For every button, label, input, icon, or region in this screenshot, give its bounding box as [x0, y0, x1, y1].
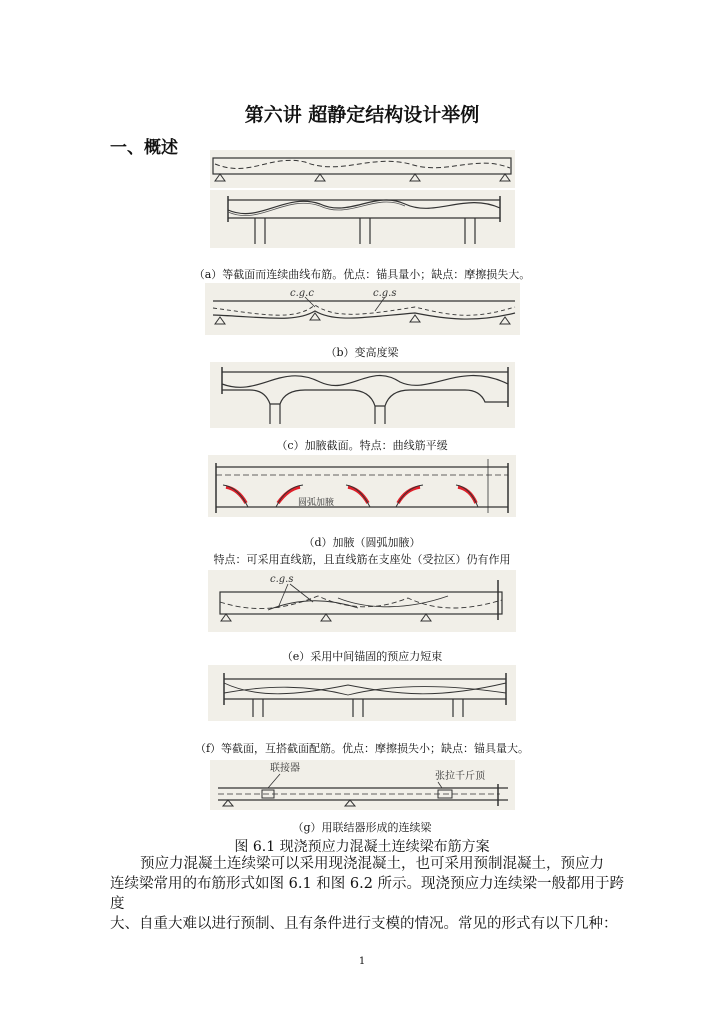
figure-e-short-tendons — [208, 570, 516, 632]
paragraph-line-2: 连续梁常用的布筋形式如图 6.1 和图 6.2 所示。现浇预应力连续梁一般都用于跨 — [110, 876, 625, 892]
figure-c-haunched-section — [210, 362, 515, 428]
label-cgc: c.g.c — [290, 288, 314, 299]
label-coupler: 联接器 — [270, 763, 300, 774]
paragraph-line-3: 度 — [110, 896, 125, 912]
label-cgs: c.g.s — [373, 288, 397, 299]
label-arc-haunch: 圆弧加腋 — [298, 498, 335, 508]
label-jack: 张拉千斤顶 — [435, 771, 485, 782]
figure-b-drawing — [205, 283, 520, 335]
caption-f: （f）等截面，互搭截面配筋。优点：摩擦损失小；缺点：锚具量大。 — [194, 742, 530, 755]
section-heading: 一、概述 — [110, 138, 178, 158]
figure-d-drawing — [208, 455, 516, 517]
figure-a-beam — [210, 150, 515, 188]
figure-c-drawing — [210, 362, 515, 428]
caption-g: （g）用联结器形成的连续梁 — [292, 821, 432, 834]
figure-f-overlapping-tendons — [208, 665, 516, 721]
figure-b-variable-depth-beam — [205, 283, 520, 335]
label-cgs-e: c.g.s — [270, 574, 294, 585]
figure-caption: 图 6.1 现浇预应力混凝土连续梁布筋方案 — [234, 839, 490, 855]
caption-b: （b）变高度梁 — [325, 346, 399, 359]
figure-g-coupled-beam — [210, 760, 515, 810]
caption-d-note: 特点：可采用直线筋，且直线筋在支座处（受拉区）仍有作用 — [213, 553, 511, 566]
page-number: 1 — [358, 956, 366, 967]
figure-f-drawing — [208, 665, 516, 721]
caption-c: （c）加腋截面。特点：曲线筋平缓 — [276, 439, 448, 452]
caption-d: （d）加腋（圆弧加腋） — [303, 536, 421, 549]
figure-a-elevation-drawing — [210, 190, 515, 248]
caption-a: （a）等截面而连续曲线布筋。优点：锚具量小；缺点：摩擦损失大。 — [193, 268, 531, 281]
figure-a-elevation — [210, 190, 515, 248]
paragraph-line-1: 预应力混凝土连续梁可以采用现浇混凝土，也可采用预制混凝土，预应力 — [140, 856, 604, 872]
caption-e: （e）采用中间锚固的预应力短束 — [281, 650, 443, 663]
figure-d-arc-haunch — [208, 455, 516, 517]
page-title: 第六讲 超静定结构设计举例 — [244, 104, 480, 126]
paragraph-line-4: 大、自重大难以进行预制、且有条件进行支模的情况。常见的形式有以下几种： — [110, 916, 618, 932]
figure-a-beam-drawing — [210, 150, 515, 188]
figure-e-drawing — [208, 570, 516, 632]
figure-g-drawing — [210, 760, 515, 810]
